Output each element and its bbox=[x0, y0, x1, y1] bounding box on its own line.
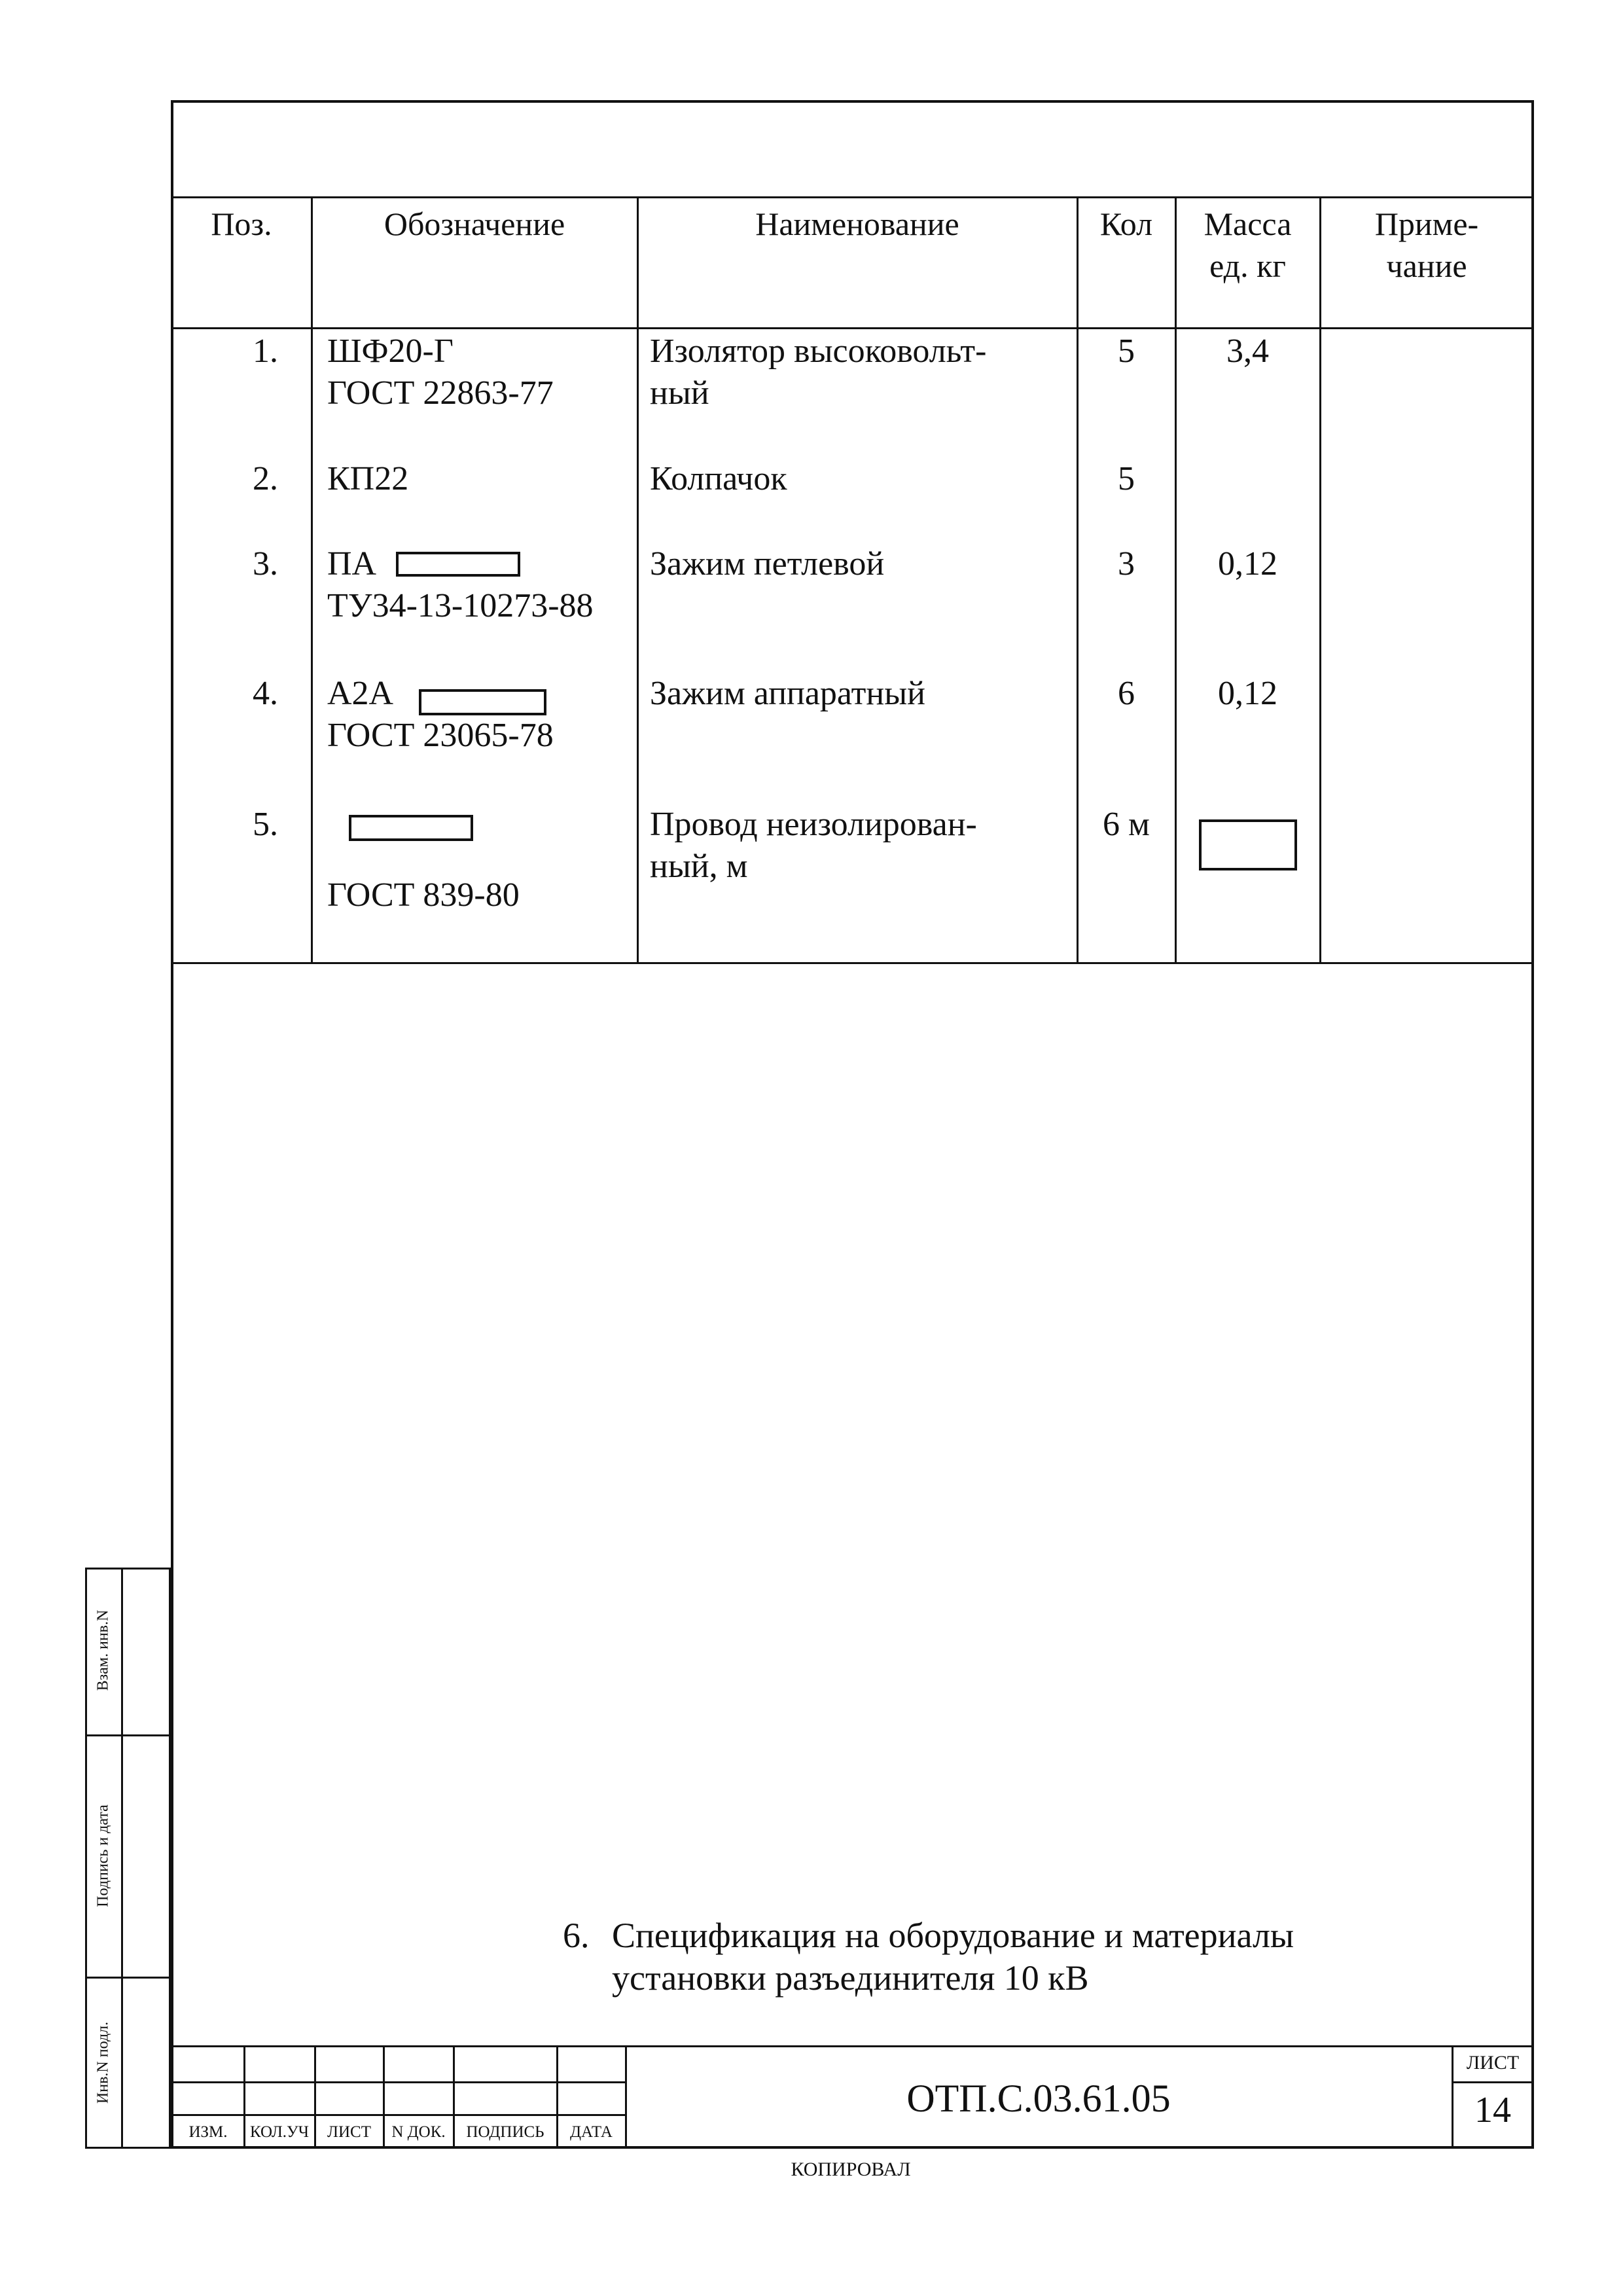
side-stamp-line-1 bbox=[85, 1734, 171, 1736]
row3-qty: 3 bbox=[1118, 545, 1135, 583]
row2-pos: 2. bbox=[253, 460, 278, 497]
row4-redaction-box bbox=[419, 689, 546, 715]
row1-name-line1: Изолятор высоковольт- bbox=[650, 332, 987, 370]
row3-redaction-box bbox=[396, 552, 520, 577]
row5-designation-line2: ГОСТ 839-80 bbox=[327, 876, 520, 914]
caption-line2: установки разъединителя 10 кВ bbox=[612, 1958, 1089, 1998]
titleblock-label-data: ДАТА bbox=[570, 2123, 613, 2141]
titleblock-sheet-line bbox=[1452, 2081, 1534, 2083]
row3-designation-line1: ПА bbox=[327, 545, 377, 583]
titleblock-label-ndok: N ДОК. bbox=[391, 2123, 446, 2141]
row3-mass: 0,12 bbox=[1218, 545, 1277, 583]
row4-mass: 0,12 bbox=[1218, 675, 1277, 712]
row4-pos: 4. bbox=[253, 675, 278, 712]
row2-designation-line1: КП22 bbox=[327, 460, 409, 497]
header-pos: Поз. bbox=[211, 206, 272, 242]
header-mass-line2: ед. кг bbox=[1209, 247, 1286, 284]
row3-name-line1: Зажим петлевой bbox=[650, 545, 885, 583]
col-divider-5 bbox=[1319, 196, 1321, 963]
row5-mass-redaction-box bbox=[1199, 819, 1297, 870]
table-bottom-line bbox=[171, 962, 1534, 964]
row2-name-line1: Колпачок bbox=[650, 460, 787, 497]
document-code: ОТП.С.03.61.05 bbox=[906, 2077, 1171, 2120]
titleblock-label-izm: ИЗМ. bbox=[188, 2123, 228, 2141]
sheet-number: 14 bbox=[1474, 2090, 1511, 2130]
row4-name-line1: Зажим аппаратный bbox=[650, 675, 925, 712]
col-divider-1 bbox=[311, 196, 313, 963]
header-qty: Кол bbox=[1099, 206, 1153, 242]
side-label-swap-inv: Взам. инв.N bbox=[94, 1609, 112, 1691]
header-bottom-line bbox=[171, 327, 1534, 329]
row1-designation-line2: ГОСТ 22863-77 bbox=[327, 374, 554, 412]
header-note-line1: Приме- bbox=[1374, 206, 1479, 242]
row1-qty: 5 bbox=[1118, 332, 1135, 370]
row5-designation-redaction-box bbox=[349, 815, 473, 841]
side-label-signature-date: Подпись и дата bbox=[94, 1804, 112, 1907]
row4-designation-line2: ГОСТ 23065-78 bbox=[327, 717, 554, 754]
titleblock-label-kolуch: КОЛ.УЧ bbox=[249, 2123, 309, 2141]
row5-pos: 5. bbox=[253, 806, 278, 843]
table-top-line bbox=[171, 196, 1534, 198]
header-name: Наименование bbox=[755, 206, 959, 242]
row1-designation-line1: ШФ20-Г bbox=[327, 332, 454, 370]
caption-number: 6. bbox=[563, 1916, 590, 1955]
caption-line1: Спецификация на оборудование и материалы bbox=[612, 1916, 1294, 1955]
row1-name-line2: ный bbox=[650, 374, 709, 412]
sheet-label: ЛИСТ bbox=[1466, 2052, 1520, 2073]
row3-designation-line2: ТУ34-13-10273-88 bbox=[327, 587, 594, 624]
titleblock-label-list: ЛИСТ bbox=[327, 2123, 371, 2141]
col-divider-2 bbox=[637, 196, 639, 963]
titleblock-label-podpis: ПОДПИСЬ bbox=[466, 2123, 544, 2141]
row3-pos: 3. bbox=[253, 545, 278, 583]
row5-name-line1: Провод неизолирован- bbox=[650, 806, 977, 843]
side-label-inv-orig: Инв.N подл. bbox=[94, 2021, 112, 2104]
side-stamp-divider bbox=[121, 1568, 123, 2149]
titleblock-top-line bbox=[171, 2045, 1534, 2047]
row4-qty: 6 bbox=[1118, 675, 1135, 712]
row2-qty: 5 bbox=[1118, 460, 1135, 497]
row5-name-line2: ный, м bbox=[650, 848, 748, 885]
row4-designation-line1: А2А bbox=[327, 675, 394, 712]
side-stamp-line-2 bbox=[85, 1977, 171, 1979]
footer-copied: КОПИРОВАЛ bbox=[791, 2159, 911, 2180]
row5-qty: 6 м bbox=[1103, 806, 1150, 843]
header-mass-line1: Масса bbox=[1204, 206, 1292, 242]
row1-mass: 3,4 bbox=[1226, 332, 1269, 370]
header-note-line2: чание bbox=[1386, 247, 1467, 284]
row1-pos: 1. bbox=[253, 332, 278, 370]
header-designation: Обозначение bbox=[383, 206, 565, 242]
